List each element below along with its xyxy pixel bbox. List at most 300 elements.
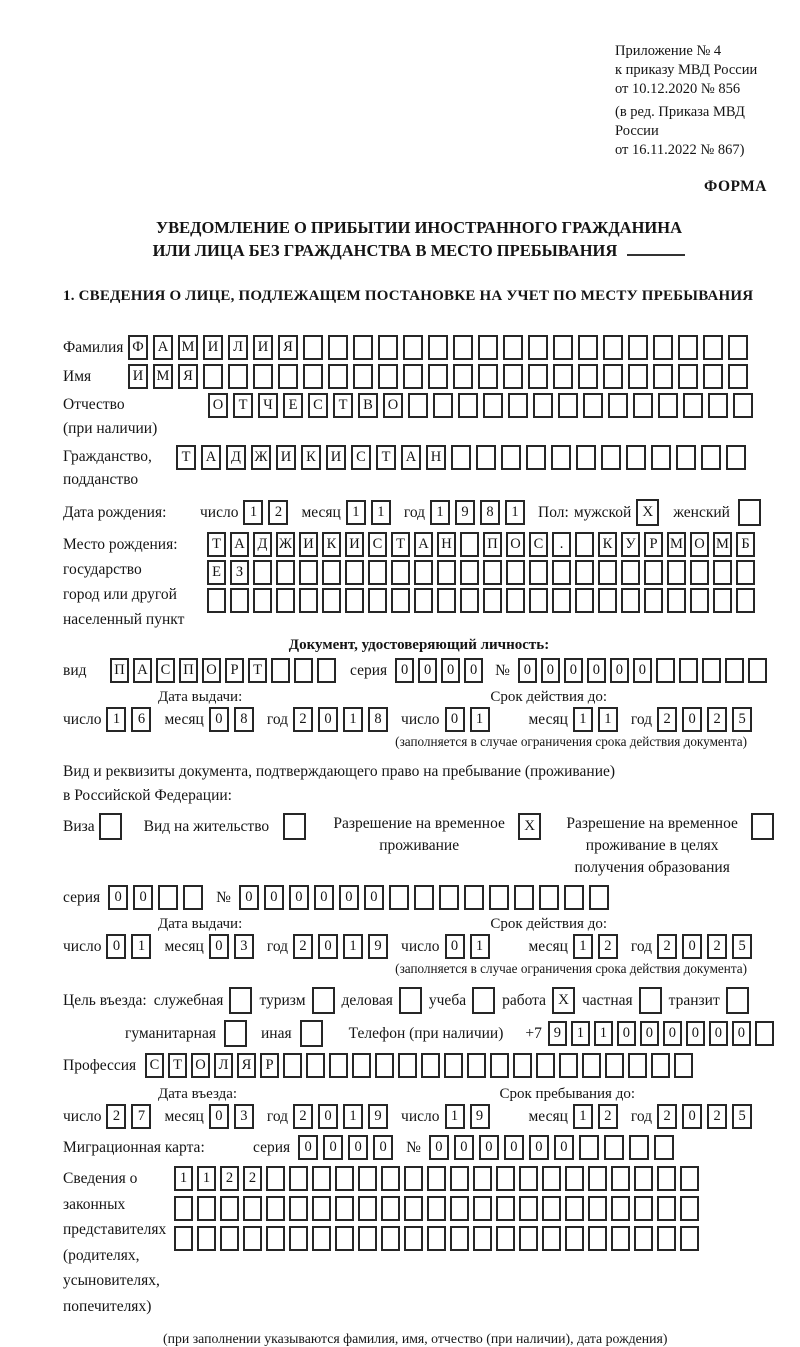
form-cell[interactable] <box>725 658 744 683</box>
form-cell[interactable] <box>306 1053 325 1078</box>
form-cell[interactable] <box>713 560 732 585</box>
form-cell[interactable]: С <box>368 532 387 557</box>
form-cell[interactable]: . <box>552 532 571 557</box>
residence-permit-checkbox[interactable] <box>283 813 306 840</box>
form-cell[interactable] <box>528 364 548 389</box>
form-cell[interactable]: 0 <box>133 885 153 910</box>
sex-female-checkbox[interactable] <box>738 499 761 526</box>
form-cell[interactable] <box>464 885 484 910</box>
form-cell[interactable] <box>381 1196 400 1221</box>
form-cell[interactable]: К <box>598 532 617 557</box>
form-cell[interactable] <box>565 1196 584 1221</box>
form-cell[interactable] <box>588 1196 607 1221</box>
form-cell[interactable]: 9 <box>368 1104 388 1129</box>
form-cell[interactable] <box>253 560 272 585</box>
form-cell[interactable] <box>404 1196 423 1221</box>
form-cell[interactable] <box>353 364 373 389</box>
form-cell[interactable] <box>582 1053 601 1078</box>
form-cell[interactable]: О <box>202 658 221 683</box>
form-cell[interactable] <box>529 588 548 613</box>
temporary-residence-checkbox[interactable]: X <box>518 813 541 840</box>
form-cell[interactable]: 0 <box>587 658 606 683</box>
form-cell[interactable] <box>611 1196 630 1221</box>
form-cell[interactable] <box>558 393 578 418</box>
form-cell[interactable]: 0 <box>209 707 229 732</box>
form-cell[interactable] <box>628 335 648 360</box>
form-cell[interactable] <box>728 335 748 360</box>
form-cell[interactable]: 0 <box>663 1021 682 1046</box>
form-cell[interactable] <box>312 1196 331 1221</box>
form-cell[interactable] <box>378 335 398 360</box>
form-cell[interactable] <box>437 560 456 585</box>
form-cell[interactable] <box>553 335 573 360</box>
form-cell[interactable]: 0 <box>364 885 384 910</box>
form-cell[interactable] <box>529 560 548 585</box>
form-cell[interactable] <box>450 1226 469 1251</box>
form-cell[interactable] <box>266 1196 285 1221</box>
form-cell[interactable] <box>414 885 434 910</box>
form-cell[interactable]: О <box>208 393 228 418</box>
form-cell[interactable] <box>703 364 723 389</box>
form-cell[interactable] <box>228 364 248 389</box>
form-cell[interactable] <box>381 1226 400 1251</box>
form-cell[interactable]: А <box>414 532 433 557</box>
form-cell[interactable] <box>253 364 273 389</box>
form-cell[interactable]: 0 <box>348 1135 368 1160</box>
form-cell[interactable]: 0 <box>518 658 537 683</box>
form-cell[interactable] <box>508 393 528 418</box>
form-cell[interactable] <box>657 1226 676 1251</box>
form-cell[interactable]: О <box>191 1053 210 1078</box>
form-cell[interactable]: 2 <box>268 500 288 525</box>
form-cell[interactable] <box>564 885 584 910</box>
form-cell[interactable] <box>552 588 571 613</box>
form-cell[interactable] <box>328 364 348 389</box>
form-cell[interactable] <box>276 588 295 613</box>
form-cell[interactable]: С <box>145 1053 164 1078</box>
form-cell[interactable] <box>598 560 617 585</box>
form-cell[interactable] <box>533 393 553 418</box>
form-cell[interactable] <box>654 1135 674 1160</box>
form-cell[interactable] <box>690 588 709 613</box>
form-cell[interactable]: Б <box>736 532 755 557</box>
form-cell[interactable] <box>611 1166 630 1191</box>
form-cell[interactable] <box>329 1053 348 1078</box>
form-cell[interactable]: 8 <box>234 707 254 732</box>
form-cell[interactable] <box>378 364 398 389</box>
form-cell[interactable] <box>473 1166 492 1191</box>
form-cell[interactable]: 0 <box>441 658 460 683</box>
form-cell[interactable]: 1 <box>371 500 391 525</box>
form-cell[interactable] <box>634 1166 653 1191</box>
form-cell[interactable] <box>197 1196 216 1221</box>
form-cell[interactable] <box>358 1226 377 1251</box>
form-cell[interactable]: 5 <box>732 707 752 732</box>
purpose-transit-checkbox[interactable] <box>726 987 749 1014</box>
form-cell[interactable]: Т <box>207 532 226 557</box>
form-cell[interactable] <box>634 1226 653 1251</box>
form-cell[interactable] <box>478 364 498 389</box>
form-cell[interactable]: 1 <box>343 934 363 959</box>
form-cell[interactable]: П <box>483 532 502 557</box>
form-cell[interactable] <box>736 588 755 613</box>
form-cell[interactable] <box>553 364 573 389</box>
form-cell[interactable]: Ф <box>128 335 148 360</box>
form-cell[interactable] <box>478 335 498 360</box>
form-cell[interactable]: 0 <box>732 1021 751 1046</box>
form-cell[interactable]: 5 <box>732 934 752 959</box>
form-cell[interactable]: 0 <box>504 1135 524 1160</box>
form-cell[interactable]: 0 <box>209 934 229 959</box>
form-cell[interactable] <box>174 1196 193 1221</box>
form-cell[interactable] <box>299 588 318 613</box>
form-cell[interactable]: 0 <box>264 885 284 910</box>
form-cell[interactable] <box>368 560 387 585</box>
form-cell[interactable] <box>575 560 594 585</box>
form-cell[interactable]: 1 <box>594 1021 613 1046</box>
form-cell[interactable] <box>621 560 640 585</box>
form-cell[interactable]: 0 <box>479 1135 499 1160</box>
form-cell[interactable] <box>460 588 479 613</box>
form-cell[interactable]: 0 <box>209 1104 229 1129</box>
form-cell[interactable]: Ж <box>251 445 271 470</box>
form-cell[interactable]: 0 <box>445 934 465 959</box>
form-cell[interactable] <box>680 1226 699 1251</box>
form-cell[interactable] <box>489 885 509 910</box>
form-cell[interactable] <box>294 658 313 683</box>
form-cell[interactable]: 8 <box>480 500 500 525</box>
form-cell[interactable] <box>657 1196 676 1221</box>
form-cell[interactable] <box>514 885 534 910</box>
form-cell[interactable] <box>460 560 479 585</box>
form-cell[interactable]: М <box>667 532 686 557</box>
form-cell[interactable]: 1 <box>470 707 490 732</box>
form-cell[interactable] <box>644 560 663 585</box>
form-cell[interactable] <box>680 1196 699 1221</box>
purpose-private-checkbox[interactable] <box>639 987 662 1014</box>
form-cell[interactable]: 3 <box>234 934 254 959</box>
form-cell[interactable]: 2 <box>293 1104 313 1129</box>
form-cell[interactable]: С <box>308 393 328 418</box>
form-cell[interactable] <box>621 588 640 613</box>
form-cell[interactable]: 1 <box>131 934 151 959</box>
form-cell[interactable]: 2 <box>707 934 727 959</box>
form-cell[interactable] <box>414 588 433 613</box>
form-cell[interactable] <box>312 1166 331 1191</box>
form-cell[interactable]: 1 <box>571 1021 590 1046</box>
form-cell[interactable]: Ч <box>258 393 278 418</box>
form-cell[interactable] <box>220 1196 239 1221</box>
form-cell[interactable]: 5 <box>732 1104 752 1129</box>
form-cell[interactable] <box>644 588 663 613</box>
form-cell[interactable]: 0 <box>640 1021 659 1046</box>
purpose-commercial-checkbox[interactable] <box>399 987 422 1014</box>
form-cell[interactable]: 0 <box>454 1135 474 1160</box>
form-cell[interactable] <box>519 1166 538 1191</box>
form-cell[interactable]: 0 <box>610 658 629 683</box>
form-cell[interactable]: 0 <box>429 1135 449 1160</box>
form-cell[interactable] <box>575 588 594 613</box>
form-cell[interactable] <box>629 1135 649 1160</box>
form-cell[interactable]: Л <box>228 335 248 360</box>
form-cell[interactable] <box>253 588 272 613</box>
form-cell[interactable] <box>496 1226 515 1251</box>
form-cell[interactable] <box>197 1226 216 1251</box>
form-cell[interactable]: 1 <box>343 1104 363 1129</box>
form-cell[interactable] <box>755 1021 774 1046</box>
form-cell[interactable] <box>375 1053 394 1078</box>
form-cell[interactable]: 1 <box>243 500 263 525</box>
form-cell[interactable] <box>408 393 428 418</box>
form-cell[interactable] <box>733 393 753 418</box>
form-cell[interactable]: 0 <box>445 707 465 732</box>
form-cell[interactable] <box>220 1226 239 1251</box>
form-cell[interactable]: Т <box>391 532 410 557</box>
form-cell[interactable] <box>243 1196 262 1221</box>
form-cell[interactable]: 2 <box>293 707 313 732</box>
form-cell[interactable]: З <box>230 560 249 585</box>
form-cell[interactable] <box>651 1053 670 1078</box>
form-cell[interactable] <box>611 1226 630 1251</box>
form-cell[interactable]: 3 <box>234 1104 254 1129</box>
form-cell[interactable] <box>542 1226 561 1251</box>
form-cell[interactable] <box>496 1196 515 1221</box>
form-cell[interactable] <box>551 445 571 470</box>
form-cell[interactable]: С <box>351 445 371 470</box>
form-cell[interactable] <box>439 885 459 910</box>
form-cell[interactable] <box>519 1196 538 1221</box>
form-cell[interactable] <box>501 445 521 470</box>
form-cell[interactable] <box>526 445 546 470</box>
form-cell[interactable]: К <box>322 532 341 557</box>
temporary-residence-edu-checkbox[interactable] <box>751 813 774 840</box>
form-cell[interactable] <box>579 1135 599 1160</box>
form-cell[interactable]: У <box>621 532 640 557</box>
form-cell[interactable] <box>368 588 387 613</box>
form-cell[interactable] <box>345 588 364 613</box>
form-cell[interactable] <box>158 885 178 910</box>
form-cell[interactable] <box>626 445 646 470</box>
form-cell[interactable]: 0 <box>564 658 583 683</box>
form-cell[interactable] <box>450 1166 469 1191</box>
form-cell[interactable]: О <box>506 532 525 557</box>
form-cell[interactable] <box>271 658 290 683</box>
form-cell[interactable]: Д <box>253 532 272 557</box>
form-cell[interactable] <box>506 588 525 613</box>
form-cell[interactable]: 9 <box>548 1021 567 1046</box>
form-cell[interactable]: 0 <box>106 934 126 959</box>
form-cell[interactable] <box>303 335 323 360</box>
form-cell[interactable] <box>506 560 525 585</box>
form-cell[interactable]: 1 <box>343 707 363 732</box>
form-cell[interactable]: 0 <box>318 1104 338 1129</box>
form-cell[interactable] <box>358 1166 377 1191</box>
form-cell[interactable]: Т <box>168 1053 187 1078</box>
purpose-humanitarian-checkbox[interactable] <box>224 1020 247 1047</box>
form-cell[interactable]: 0 <box>682 934 702 959</box>
form-cell[interactable] <box>404 1166 423 1191</box>
form-cell[interactable] <box>230 588 249 613</box>
form-cell[interactable] <box>335 1196 354 1221</box>
form-cell[interactable] <box>601 445 621 470</box>
form-cell[interactable] <box>690 560 709 585</box>
form-cell[interactable]: М <box>178 335 198 360</box>
form-cell[interactable] <box>437 588 456 613</box>
form-cell[interactable] <box>701 445 721 470</box>
form-cell[interactable] <box>680 1166 699 1191</box>
form-cell[interactable] <box>207 588 226 613</box>
form-cell[interactable]: 0 <box>686 1021 705 1046</box>
form-cell[interactable] <box>483 393 503 418</box>
form-cell[interactable] <box>578 335 598 360</box>
form-cell[interactable] <box>453 364 473 389</box>
form-cell[interactable] <box>726 445 746 470</box>
form-cell[interactable]: 0 <box>289 885 309 910</box>
form-cell[interactable]: 0 <box>298 1135 318 1160</box>
form-cell[interactable] <box>427 1226 446 1251</box>
form-cell[interactable] <box>539 885 559 910</box>
form-cell[interactable] <box>513 1053 532 1078</box>
form-cell[interactable]: К <box>301 445 321 470</box>
form-cell[interactable]: 9 <box>368 934 388 959</box>
form-cell[interactable]: 2 <box>598 934 618 959</box>
form-cell[interactable] <box>542 1196 561 1221</box>
form-cell[interactable] <box>276 560 295 585</box>
form-cell[interactable] <box>633 393 653 418</box>
form-cell[interactable] <box>604 1135 624 1160</box>
form-cell[interactable]: И <box>345 532 364 557</box>
form-cell[interactable] <box>667 560 686 585</box>
form-cell[interactable]: Ж <box>276 532 295 557</box>
form-cell[interactable] <box>391 560 410 585</box>
form-cell[interactable]: В <box>358 393 378 418</box>
form-cell[interactable] <box>608 393 628 418</box>
form-cell[interactable]: 2 <box>243 1166 262 1191</box>
form-cell[interactable]: 1 <box>470 934 490 959</box>
form-cell[interactable]: А <box>201 445 221 470</box>
form-cell[interactable] <box>335 1226 354 1251</box>
form-cell[interactable] <box>676 445 696 470</box>
form-cell[interactable]: 2 <box>106 1104 126 1129</box>
form-cell[interactable]: 0 <box>318 934 338 959</box>
form-cell[interactable]: Т <box>333 393 353 418</box>
form-cell[interactable] <box>358 1196 377 1221</box>
form-cell[interactable]: О <box>383 393 403 418</box>
form-cell[interactable] <box>421 1053 440 1078</box>
form-cell[interactable]: 1 <box>346 500 366 525</box>
form-cell[interactable] <box>460 532 479 557</box>
form-cell[interactable] <box>603 335 623 360</box>
form-cell[interactable] <box>243 1226 262 1251</box>
form-cell[interactable]: С <box>529 532 548 557</box>
form-cell[interactable]: 0 <box>633 658 652 683</box>
form-cell[interactable] <box>703 335 723 360</box>
form-cell[interactable]: Я <box>237 1053 256 1078</box>
form-cell[interactable]: 0 <box>314 885 334 910</box>
form-cell[interactable] <box>657 1166 676 1191</box>
form-cell[interactable] <box>552 560 571 585</box>
form-cell[interactable]: 0 <box>108 885 128 910</box>
form-cell[interactable] <box>628 364 648 389</box>
form-cell[interactable]: 0 <box>617 1021 636 1046</box>
form-cell[interactable] <box>589 885 609 910</box>
form-cell[interactable] <box>583 393 603 418</box>
form-cell[interactable]: 2 <box>657 707 677 732</box>
form-cell[interactable]: Т <box>233 393 253 418</box>
form-cell[interactable]: А <box>153 335 173 360</box>
form-cell[interactable] <box>322 560 341 585</box>
form-cell[interactable] <box>748 658 767 683</box>
form-cell[interactable]: Т <box>376 445 396 470</box>
form-cell[interactable]: 9 <box>470 1104 490 1129</box>
form-cell[interactable] <box>278 364 298 389</box>
form-cell[interactable]: 0 <box>682 1104 702 1129</box>
form-cell[interactable] <box>299 560 318 585</box>
form-cell[interactable]: А <box>401 445 421 470</box>
form-cell[interactable]: 1 <box>598 707 618 732</box>
purpose-study-checkbox[interactable] <box>472 987 495 1014</box>
form-cell[interactable]: Р <box>260 1053 279 1078</box>
form-cell[interactable]: 1 <box>106 707 126 732</box>
form-cell[interactable] <box>678 335 698 360</box>
form-cell[interactable]: 1 <box>505 500 525 525</box>
form-cell[interactable]: 2 <box>657 1104 677 1129</box>
form-cell[interactable] <box>328 335 348 360</box>
form-cell[interactable] <box>451 445 471 470</box>
form-cell[interactable] <box>322 588 341 613</box>
form-cell[interactable] <box>391 588 410 613</box>
form-cell[interactable]: 0 <box>373 1135 393 1160</box>
form-cell[interactable]: Н <box>437 532 456 557</box>
form-cell[interactable]: 0 <box>418 658 437 683</box>
form-cell[interactable] <box>458 393 478 418</box>
form-cell[interactable]: И <box>326 445 346 470</box>
form-cell[interactable]: П <box>179 658 198 683</box>
form-cell[interactable] <box>702 658 721 683</box>
form-cell[interactable] <box>353 335 373 360</box>
form-cell[interactable]: Я <box>278 335 298 360</box>
form-cell[interactable] <box>473 1196 492 1221</box>
form-cell[interactable]: Е <box>283 393 303 418</box>
form-cell[interactable] <box>467 1053 486 1078</box>
form-cell[interactable] <box>634 1196 653 1221</box>
form-cell[interactable]: И <box>253 335 273 360</box>
visa-checkbox[interactable] <box>99 813 122 840</box>
form-cell[interactable] <box>496 1166 515 1191</box>
form-cell[interactable] <box>653 364 673 389</box>
form-cell[interactable]: 1 <box>174 1166 193 1191</box>
form-cell[interactable] <box>473 1226 492 1251</box>
form-cell[interactable] <box>519 1226 538 1251</box>
form-cell[interactable] <box>542 1166 561 1191</box>
form-cell[interactable]: 0 <box>395 658 414 683</box>
purpose-other-checkbox[interactable] <box>300 1020 323 1047</box>
form-cell[interactable]: Т <box>176 445 196 470</box>
form-cell[interactable]: 2 <box>598 1104 618 1129</box>
form-cell[interactable] <box>428 335 448 360</box>
form-cell[interactable] <box>398 1053 417 1078</box>
form-cell[interactable]: Я <box>178 364 198 389</box>
form-cell[interactable]: Р <box>644 532 663 557</box>
form-cell[interactable]: 0 <box>709 1021 728 1046</box>
form-cell[interactable] <box>598 588 617 613</box>
form-cell[interactable] <box>476 445 496 470</box>
form-cell[interactable] <box>576 445 596 470</box>
purpose-work-checkbox[interactable]: X <box>552 987 575 1014</box>
form-cell[interactable] <box>565 1166 584 1191</box>
form-cell[interactable]: 0 <box>339 885 359 910</box>
form-cell[interactable] <box>728 364 748 389</box>
